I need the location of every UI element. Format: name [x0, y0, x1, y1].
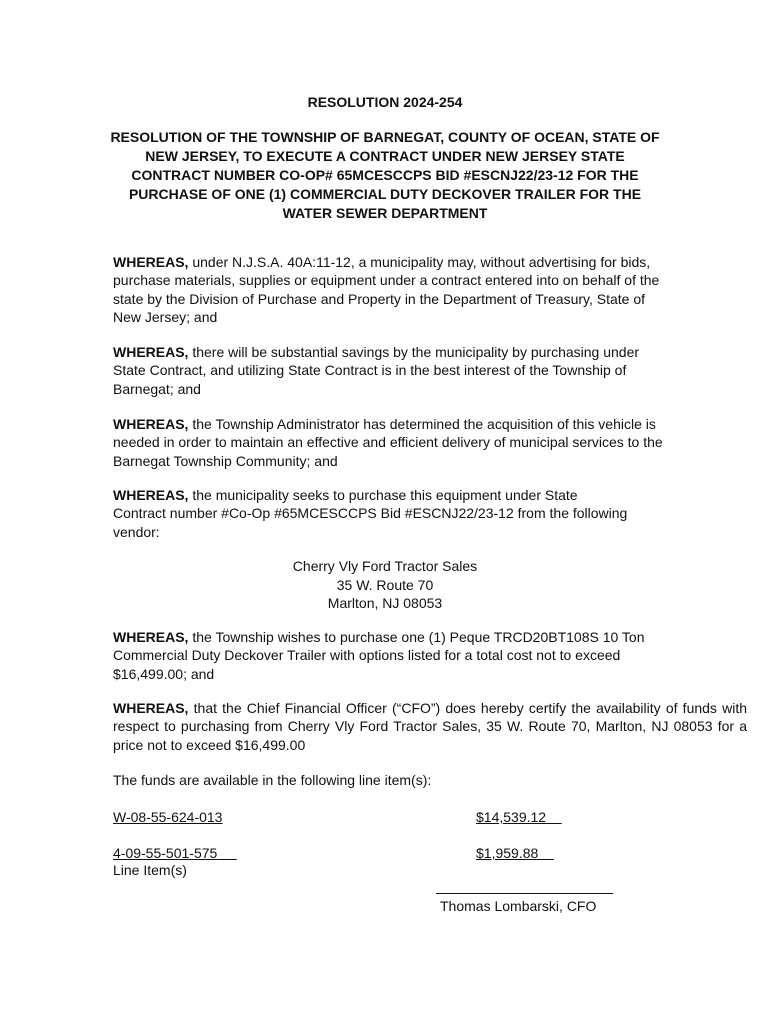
account-number: W-08-55-624-013 [113, 809, 223, 825]
whereas-label: WHEREAS, [113, 700, 189, 716]
whereas-label: WHEREAS, [113, 629, 189, 645]
paragraph-text: under N.J.S.A. 40A:11-12, a municipality may, without advertising for bids, purchase materials, supplies or equipment under a contract entered into on behalf of the state by the Division of Purchase and Property in the Department of Treasury, State of New Jersey; and [113, 254, 660, 325]
vendor-city: Marlton, NJ 08053 [327, 595, 443, 611]
whereas-label: WHEREAS, [113, 487, 189, 503]
line-item-amount-1 [476, 808, 562, 826]
signature-name: Thomas Lombarski, CFO [440, 898, 597, 914]
account-number: 4-09-55-501-575 [113, 845, 218, 861]
paragraph-text: there will be substantial savings by the municipality by purchasing under State Contract, and utilizing State Contract is in the best interest of the Township of Barnegat; and [113, 344, 640, 397]
resolution-title: RESOLUTION 2024-254 [307, 94, 463, 110]
whereas-paragraph-1 [113, 253, 673, 326]
paragraph-text: that the Chief Financial Officer (“CFO”) does hereby certify the availability of funds with respect to purchasing from Cherry Vly Ford Tractor Sales, 35 W. Route 70, Marlton, NJ 08053 for a price not to exceed $16,499.00 [113, 700, 748, 753]
whereas-label: WHEREAS, [113, 416, 189, 432]
whereas-paragraph-5 [113, 628, 658, 683]
vendor-block [0, 557, 770, 613]
whereas-label: WHEREAS, [113, 344, 189, 360]
whereas-paragraph-2 [113, 343, 673, 398]
resolution-heading: RESOLUTION OF THE TOWNSHIP OF BARNEGAT, COUNTY OF OCEAN, STATE OF NEW JERSEY, TO EXECUTE A CONTRACT UNDER NEW JERSEY STATE CONTRACT NUMBER CO-OP# 65MCESCCPS BID #ESCNJ22/23-12 FOR THE PURCHASE OF ONE (1) COMMERCIAL DUTY DECKOVER TRAILER FOR THE WATER SEWER DEPARTMENT [110, 129, 660, 221]
whereas-paragraph-3 [113, 415, 673, 470]
line-item-account-1 [113, 808, 222, 826]
line-item-account-2 [113, 844, 237, 862]
funds-intro: The funds are available in the following line item(s): [113, 772, 432, 788]
paragraph-text: the Township Administrator has determined the acquisition of this vehicle is needed in order to maintain an effective and efficient delivery of municipal services to the Barnegat Township Community; and [113, 416, 663, 469]
signature-line [436, 893, 613, 894]
line-items-caption: Line Item(s) [113, 862, 187, 878]
vendor-address: 35 W. Route 70 [336, 576, 434, 593]
whereas-paragraph-6 [113, 699, 747, 754]
whereas-label: WHEREAS, [113, 254, 189, 270]
whereas-paragraph-4 [113, 486, 633, 541]
line-item-amount-2 [476, 844, 554, 862]
paragraph-text: the municipality seeks to purchase this equipment under State Contract number #Co-Op #65MCESCCPS Bid #ESCNJ22/23-12 from the following vendor: [113, 487, 628, 540]
amount-value: $14,539.12 [476, 809, 547, 825]
amount-value: $1,959.88 [476, 845, 539, 861]
vendor-name: Cherry Vly Ford Tractor Sales [292, 558, 478, 574]
paragraph-text: the Township wishes to purchase one (1) Peque TRCD20BT108S 10 Ton Commercial Duty Deckover Trailer with options listed for a total cost not to exceed $16,499.00; and [113, 629, 645, 682]
